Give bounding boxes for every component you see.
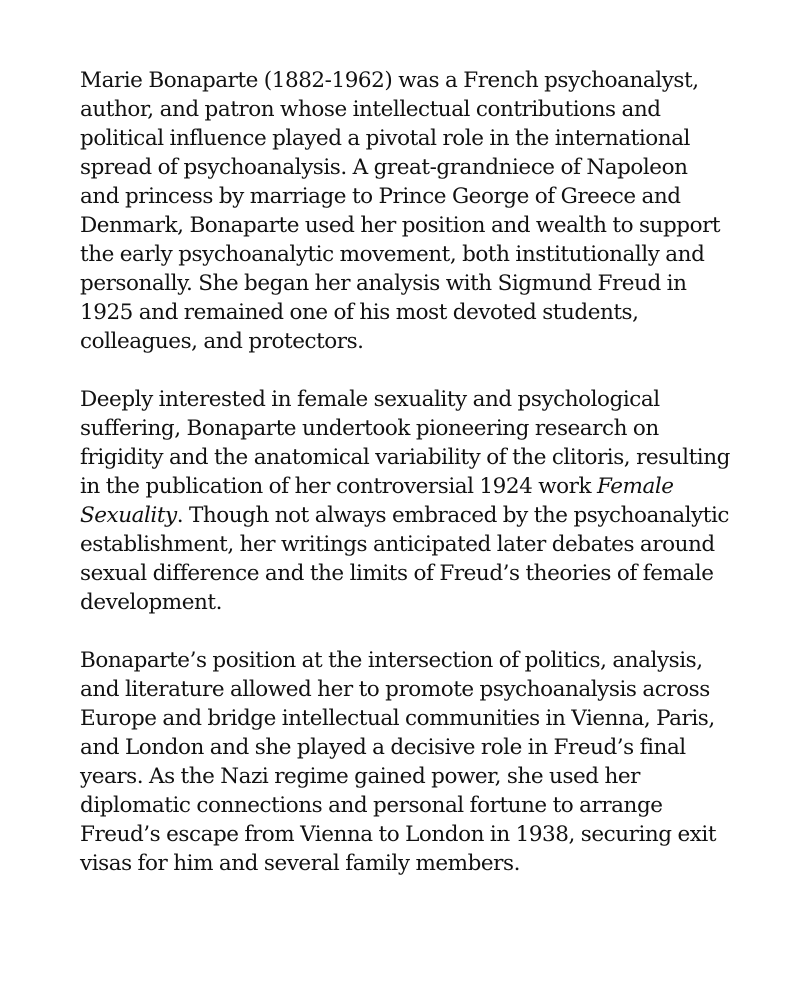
paragraph-research xyxy=(80,385,730,617)
paragraph-research-text-before: Deeply interested in female sexuality and psychological suffering, Bonaparte undertook pioneering research on frigidity and the anatomical variability of the clitoris, resulting in the publication of her controversial 1924 work xyxy=(80,387,730,499)
paragraph-research-text-after: . Though not always embraced by the psychoanalytic establishment, her writings anticipated later debates around sexual difference and the limits of Freud’s theories of female development. xyxy=(80,503,729,615)
paragraph-legacy: Bonaparte’s position at the intersection of politics, analysis, and literature allowed her to promote psychoanalysis across Europe and bridge intellectual communities in Vienna, Paris, and London and she played a decisive role in Freud’s final years. As the Nazi regime gained power, she used her diplomatic connections and personal fortune to arrange Freud’s escape from Vienna to London in 1938, securing exit visas for him and several family members. xyxy=(80,648,717,876)
paragraph-intro: Marie Bonaparte (1882-1962) was a French psychoanalyst, author, and patron whose intellectual contributions and political influence played a pivotal role in the international spread of psychoanalysis. A great-grandniece of Napoleon and princess by marriage to Prince George of Greece and Denmark, Bonaparte used her position and wealth to support the early psychoanalytic movement, both institutionally and personally. She began her analysis with Sigmund Freud in 1925 and remained one of his most devoted students, colleagues, and protectors. xyxy=(80,68,721,354)
article-body xyxy=(80,66,730,878)
book-title: Female Sexuality xyxy=(80,474,674,528)
